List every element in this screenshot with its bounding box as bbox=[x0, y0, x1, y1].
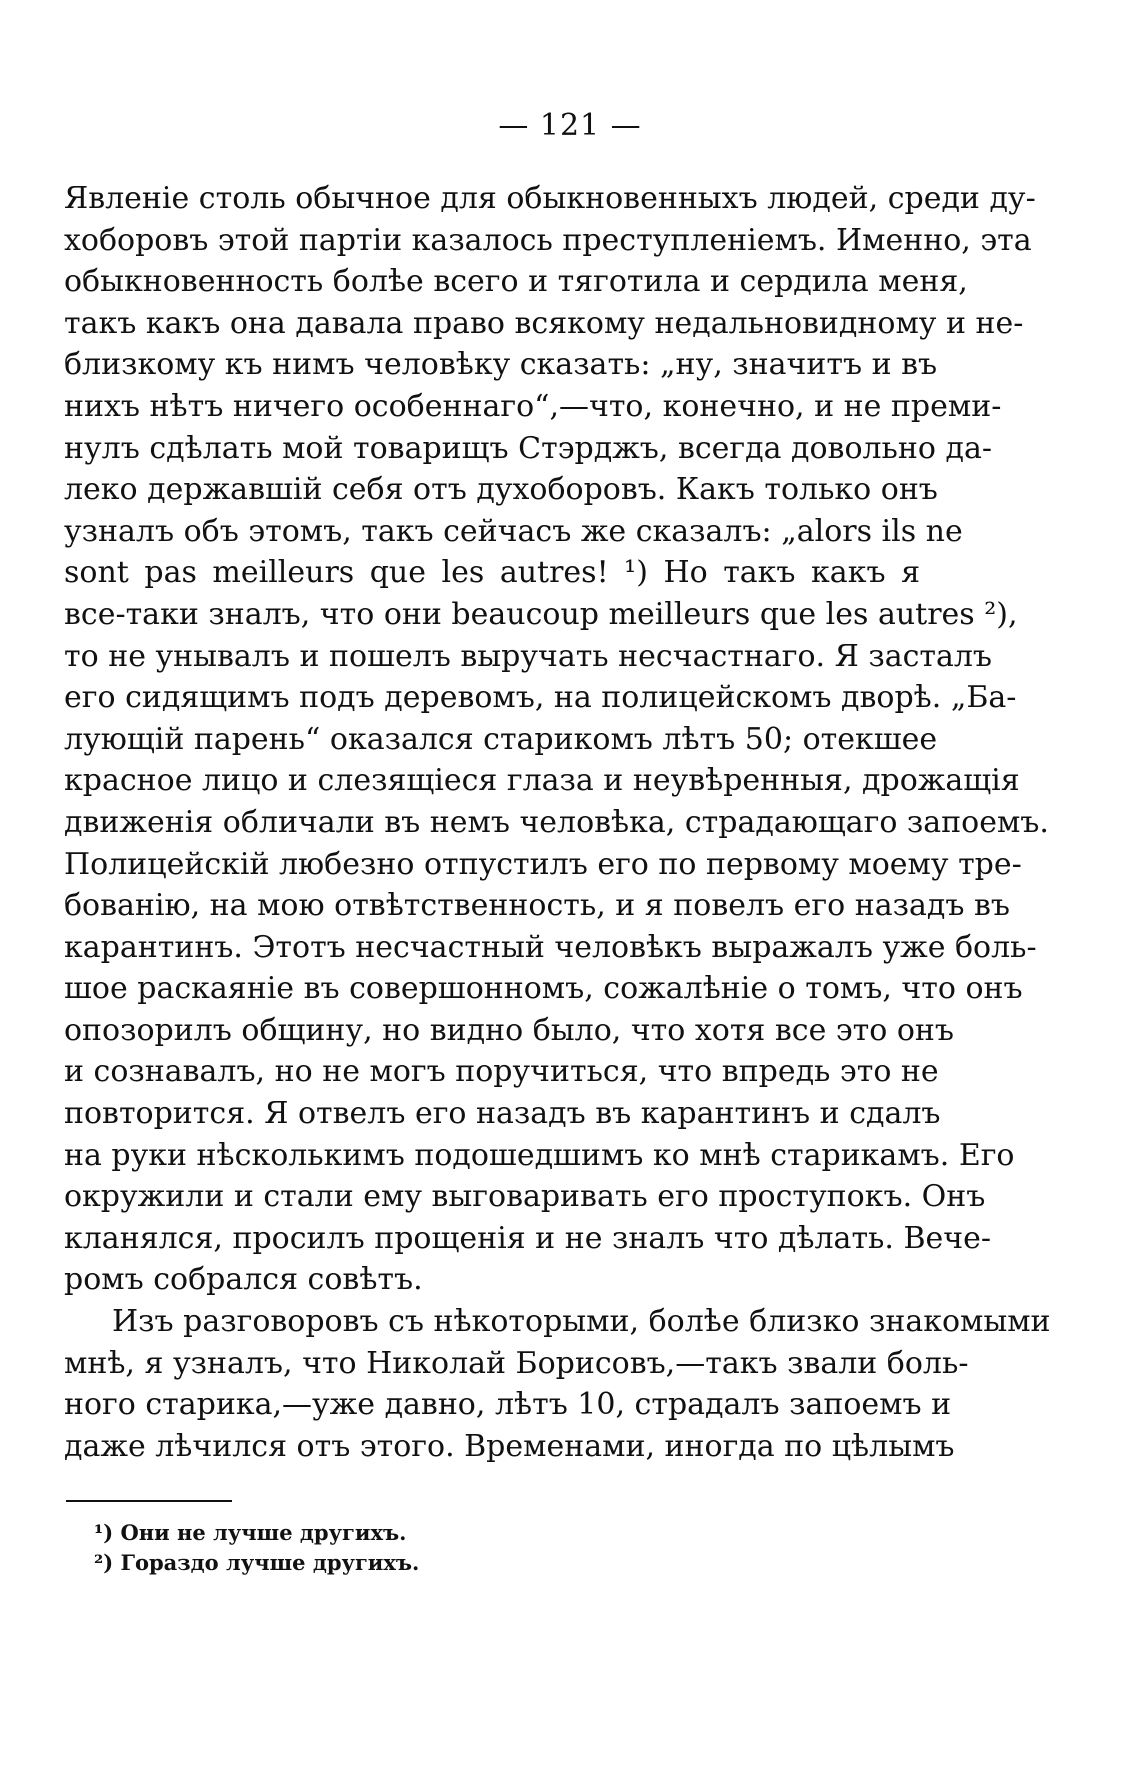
text-line: мнѣ, я узналъ, что Николай Борисовъ,—такъ звали боль- bbox=[64, 1345, 969, 1381]
footnote-2: ²) Гораздо лучше другихъ. bbox=[94, 1550, 420, 1575]
text-line: карантинъ. Этотъ несчастный человѣкъ выражалъ уже боль- bbox=[64, 929, 1037, 965]
text-line: близкому къ нимъ человѣку сказать: „ну, значитъ и въ bbox=[64, 347, 938, 383]
text-line: ного старика,—уже давно, лѣтъ 10, страдалъ запоемъ и bbox=[64, 1387, 952, 1423]
text-line: лующій парень“ оказался старикомъ лѣтъ 50; отекшее bbox=[64, 721, 938, 757]
text-line: Полицейскій любезно отпустилъ его по первому моему тре- bbox=[64, 846, 1022, 882]
text-line: бованію, на мою отвѣтственность, и я повелъ его назадъ въ bbox=[64, 888, 1010, 924]
text-line: повторится. Я отвелъ его назадъ въ карантинъ и сдалъ bbox=[64, 1096, 941, 1132]
page-number: — 121 — bbox=[498, 108, 642, 143]
text-line: нихъ нѣтъ ничего особеннаго“,—что, конечно, и не преми- bbox=[64, 388, 1002, 424]
text-line: шое раскаяніе въ совершонномъ, сожалѣніе о томъ, что онъ bbox=[64, 971, 1023, 1007]
text-line: ромъ собрался совѣтъ. bbox=[64, 1262, 423, 1298]
text-line: окружили и стали ему выговаривать его проступокъ. Онъ bbox=[64, 1179, 986, 1215]
text-line: на руки нѣсколькимъ подошедшимъ ко мнѣ старикамъ. Его bbox=[64, 1137, 1015, 1173]
text-line: такъ какъ она давала право всякому недальновидному и не- bbox=[64, 305, 1024, 341]
body-text bbox=[64, 178, 1051, 1467]
text-line: все-таки зналъ, что они beaucoup meilleurs que les autres ²), bbox=[64, 596, 1018, 632]
text-line: леко державшій себя отъ духоборовъ. Какъ только онъ bbox=[64, 472, 938, 508]
text-line: нулъ сдѣлать мой товарищъ Стэрджъ, всегда довольно да- bbox=[64, 430, 992, 466]
text-line: красное лицо и слезящіеся глаза и неувѣренныя, дрожащія bbox=[64, 763, 1020, 799]
text-line: обыкновенность болѣе всего и тяготила и сердила меня, bbox=[64, 264, 968, 300]
text-line: движенія обличали въ немъ человѣка, страдающаго запоемъ. bbox=[64, 804, 1049, 840]
text-line: кланялся, просилъ прощенія и не зналъ что дѣлать. Вече- bbox=[64, 1220, 991, 1256]
footnotes bbox=[94, 1518, 419, 1578]
text-line: даже лѣчился отъ этого. Временами, иногда по цѣлымъ bbox=[64, 1428, 955, 1464]
text-line: Изъ разговоровъ съ нѣкоторыми, болѣе близко знакомыми bbox=[112, 1304, 1051, 1340]
text-line: то не унывалъ и пошелъ выручать несчастнаго. Я засталъ bbox=[64, 638, 993, 674]
footnote-divider bbox=[66, 1500, 232, 1502]
text-line: хоборовъ этой партіи казалось преступленіемъ. Именно, эта bbox=[64, 222, 1032, 258]
text-line: и сознавалъ, но не могъ поручиться, что впредь это не bbox=[64, 1054, 939, 1090]
text-line: узналъ объ этомъ, такъ сейчасъ же сказалъ: „alors ils ne bbox=[64, 513, 963, 549]
text-line: опозорилъ общину, но видно было, что хотя все это онъ bbox=[64, 1012, 955, 1048]
text-line: Явленіе столь обычноe для обыкновенныхъ людей, среди ду- bbox=[64, 181, 1036, 216]
text-line: его сидящимъ подъ деревомъ, на полицейскомъ дворѣ. „Ба- bbox=[64, 680, 1017, 716]
text-line: sont pas meilleurs que les autres! ¹) Но такъ какъ я bbox=[64, 555, 920, 591]
footnote-1: ¹) Они не лучше другихъ. bbox=[94, 1520, 407, 1545]
